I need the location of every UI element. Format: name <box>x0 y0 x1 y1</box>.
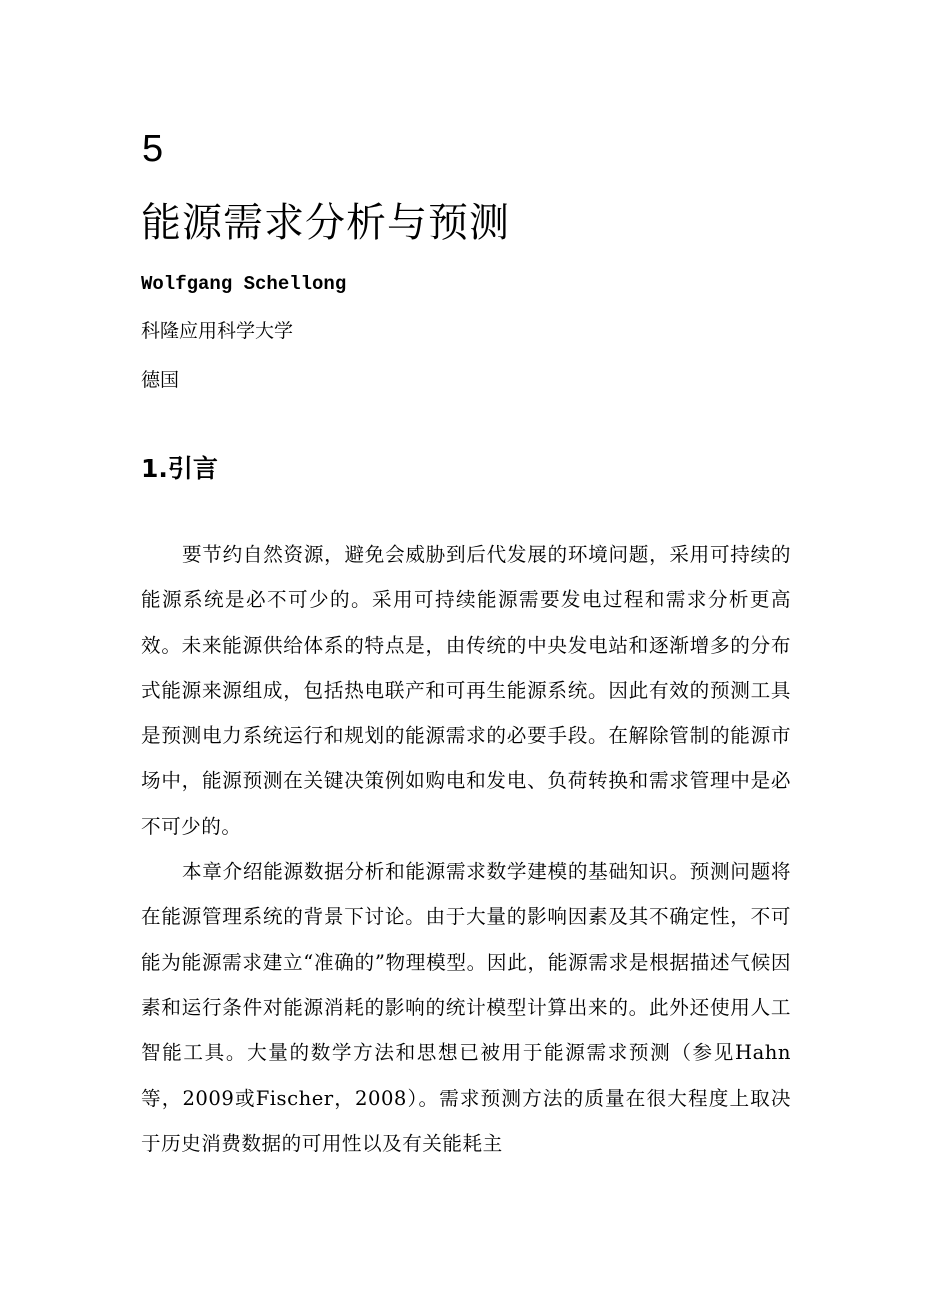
chapter-number: 5 <box>142 128 164 170</box>
paragraph-2: 本章介绍能源数据分析和能源需求数学建模的基础知识。预测问题将在能源管理系统的背景下讨论。由于大量的影响因素及其不确定性，不可能为能源需求建立“准确的”物理模型。因此，能源需求是根据描述气候因素和运行条件对能源消耗的影响的统计模型计算出来的。此外还使用人工智能工具。大量的数学方法和思想已被用于能源需求预测（参见Hahn等，2009或Fischer，2008）。需求预测方法的质量在很大程度上取决于历史消费数据的可用性以及有关能耗主 <box>141 860 791 1155</box>
paragraph-1: 要节约自然资源，避免会威胁到后代发展的环境问题，采用可持续的能源系统是必不可少的。采用可持续能源需要发电过程和需求分析更高效。未来能源供给体系的特点是，由传统的中央发电站和逐渐增多的分布式能源来源组成，包括热电联产和可再生能源系统。因此有效的预测工具是预测电力系统运行和规划的能源需求的必要手段。在解除管制的能源市场中，能源预测在关键决策例如购电和发电、负荷转换和需求管理中是必不可少的。 <box>141 543 791 838</box>
section-heading: 1.引言 <box>141 454 218 483</box>
author-name: Wolfgang Schellong <box>141 273 347 295</box>
author-country: 德国 <box>141 369 180 391</box>
author-affiliation: 科隆应用科学大学 <box>141 320 294 342</box>
chapter-title: 能源需求分析与预测 <box>141 200 510 246</box>
body-text <box>141 532 791 1166</box>
